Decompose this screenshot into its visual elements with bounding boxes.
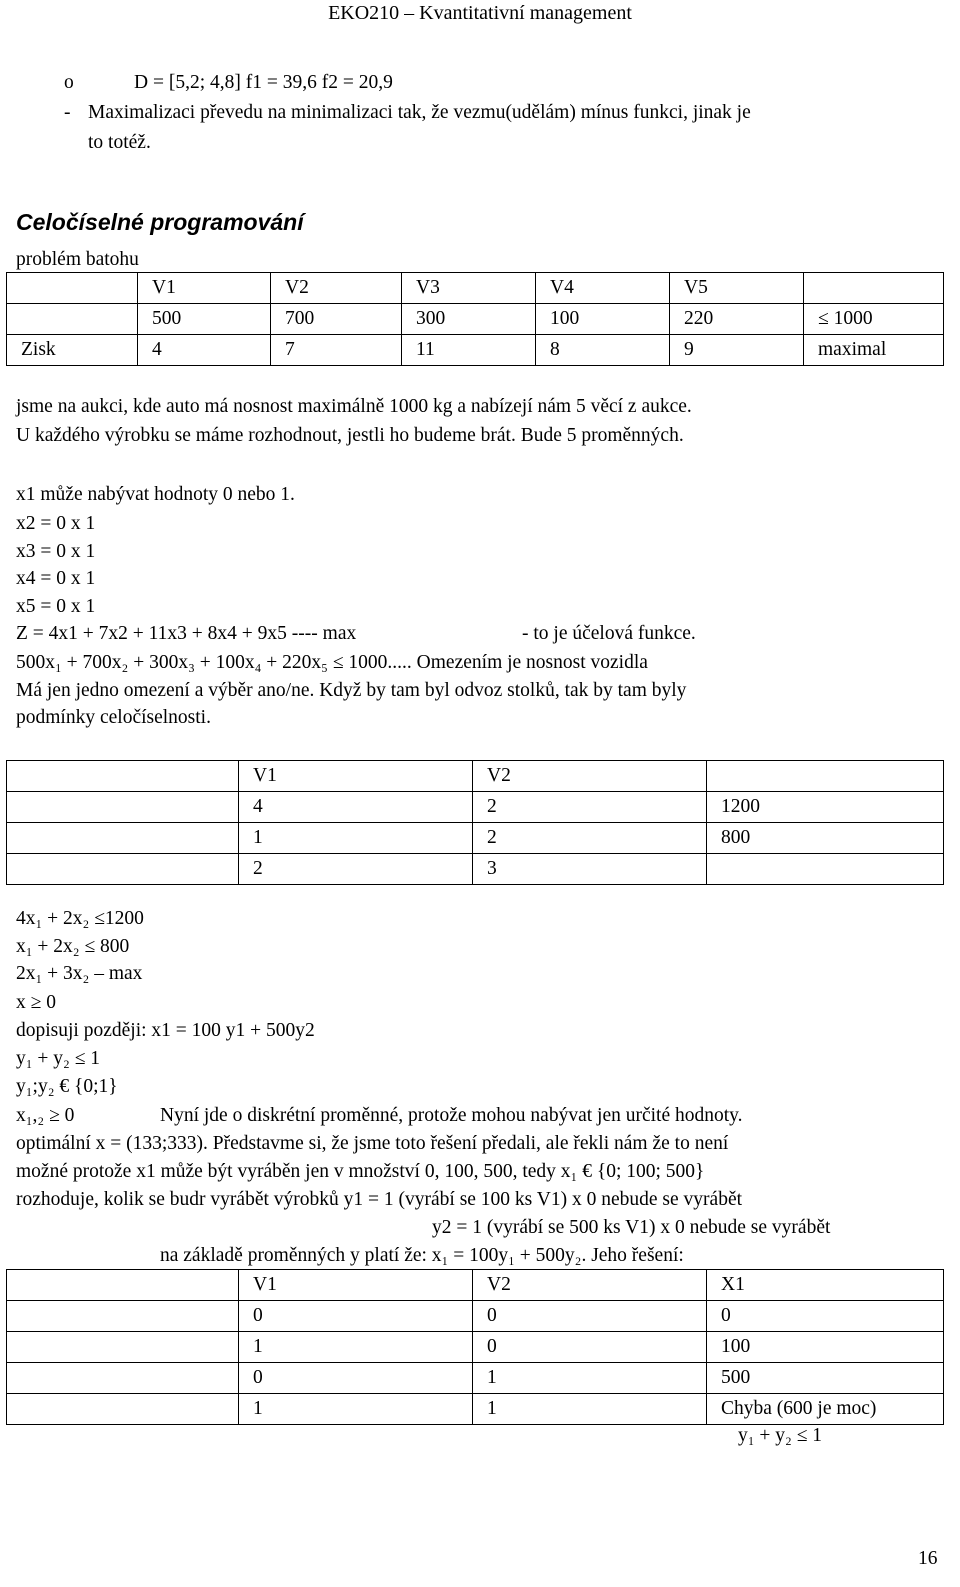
table-cell: 300 xyxy=(402,304,536,335)
table-cell: 100 xyxy=(707,1332,944,1363)
table-cell xyxy=(7,1394,239,1425)
table-cell xyxy=(707,761,944,792)
table-cell: 11 xyxy=(402,335,536,366)
table-row xyxy=(7,1363,944,1394)
table-row xyxy=(7,1270,944,1301)
table-cell: 1 xyxy=(473,1363,707,1394)
table-cell xyxy=(7,823,239,854)
bullet-marker: o xyxy=(64,72,74,93)
table-cell: ≤ 1000 xyxy=(804,304,944,335)
dash-text-line1: Maximalizaci převedu na minimalizaci tak, že vezmu(udělám) mínus funkci, jinak je xyxy=(88,102,751,123)
table-cell: V1 xyxy=(138,273,271,304)
table-cell: V5 xyxy=(670,273,804,304)
dash-text-line2: to totéž. xyxy=(88,132,151,153)
table-cell: V2 xyxy=(271,273,402,304)
table-cell: 800 xyxy=(707,823,944,854)
table-cell: 0 xyxy=(473,1332,707,1363)
table-row xyxy=(7,273,944,304)
x12-nonneg: x₁,₂ ≥ 0 xyxy=(16,1105,75,1126)
table-row xyxy=(7,1394,944,1425)
objective-function: Z = 4x1 + 7x2 + 11x3 + 8x4 + 9x5 ---- max xyxy=(16,623,357,644)
table-cell xyxy=(7,273,138,304)
table-cell: V2 xyxy=(473,761,707,792)
dash-marker: - xyxy=(64,102,71,123)
page-number: 16 xyxy=(918,1548,938,1569)
table-cell xyxy=(7,1363,239,1394)
table-cell: V3 xyxy=(402,273,536,304)
table-cell: V4 xyxy=(536,273,670,304)
table-cell xyxy=(7,304,138,335)
var-x4: x4 = 0 x 1 xyxy=(16,568,96,589)
bullet-text: D = [5,2; 4,8] f1 = 39,6 f2 = 20,9 xyxy=(134,72,393,93)
solution-table xyxy=(6,1269,944,1425)
optimal-line3: rozhoduje, kolik se budr vyrábět výrobků y1 = 1 (vyrábí se 100 ks V1) x 0 nebude se vyrábět xyxy=(16,1189,743,1210)
table-cell: 1 xyxy=(239,1332,473,1363)
table-cell: V1 xyxy=(239,761,473,792)
capacity-constraint: 500x₁ + 700x₂ + 300x₃ + 100x₄ + 220x₅ ≤ 1000..... Omezením je nosnost vozidla xyxy=(16,652,648,673)
table-cell: 2 xyxy=(239,854,473,885)
table-cell: 4 xyxy=(239,792,473,823)
table-cell: 2 xyxy=(473,823,707,854)
table-cell: maximal xyxy=(804,335,944,366)
table-cell: 1200 xyxy=(707,792,944,823)
table-cell: 3 xyxy=(473,854,707,885)
objective-max: 2x₁ + 3x₂ – max xyxy=(16,963,143,984)
table-cell xyxy=(804,273,944,304)
table-row xyxy=(7,761,944,792)
table-cell: 1 xyxy=(473,1394,707,1425)
table-cell: 2 xyxy=(473,792,707,823)
table-cell xyxy=(707,854,944,885)
note-line2: podmínky celočíselnosti. xyxy=(16,707,211,728)
var-x2: x2 = 0 x 1 xyxy=(16,513,96,534)
table-cell: Zisk xyxy=(7,335,138,366)
table-row xyxy=(7,792,944,823)
table-cell: 0 xyxy=(707,1301,944,1332)
table-cell: 500 xyxy=(138,304,271,335)
y-domain: y₁;y₂ € {0;1} xyxy=(16,1076,118,1097)
table-cell: 1 xyxy=(239,1394,473,1425)
discrete-note: Nyní jde o diskrétní proměnné, protože mohou nabývat jen určité hodnoty. xyxy=(160,1105,743,1126)
table-cell: 7 xyxy=(271,335,402,366)
nonnegativity: x ≥ 0 xyxy=(16,992,56,1013)
table-cell xyxy=(7,1301,239,1332)
table-row xyxy=(7,823,944,854)
var-x3: x3 = 0 x 1 xyxy=(16,541,96,562)
table-cell: 8 xyxy=(536,335,670,366)
optimal-line1: optimální x = (133;333). Představme si, že jsme toto řešení předali, ale řekli nám že to není xyxy=(16,1133,729,1154)
table-row xyxy=(7,304,944,335)
table-cell: V1 xyxy=(239,1270,473,1301)
table-cell: 9 xyxy=(670,335,804,366)
table-cell: 500 xyxy=(707,1363,944,1394)
auction-text-line2: U každého výrobku se máme rozhodnout, jestli ho budeme brát. Bude 5 proměnných. xyxy=(16,425,684,446)
table-cell: Chyba (600 je moc) xyxy=(707,1394,944,1425)
auction-text-line1: jsme na aukci, kde auto má nosnost maximálně 1000 kg a nabízejí nám 5 věcí z aukce. xyxy=(16,396,692,417)
section-subtitle: problém batohu xyxy=(16,249,139,270)
table-cell: 4 xyxy=(138,335,271,366)
lp-table xyxy=(6,760,944,885)
table-cell: 0 xyxy=(239,1363,473,1394)
objective-note: - to je účelová funkce. xyxy=(522,623,696,644)
table-cell: 700 xyxy=(271,304,402,335)
later-note: dopisuji později: x1 = 100 y1 + 500y2 xyxy=(16,1020,315,1041)
table-row xyxy=(7,854,944,885)
table-row xyxy=(7,1301,944,1332)
optimal-line4: y2 = 1 (vyrábí se 500 ks V1) x 0 nebude se vyrábět xyxy=(432,1217,831,1238)
table-cell xyxy=(7,761,239,792)
table-footer-constraint: y₁ + y₂ ≤ 1 xyxy=(738,1425,823,1446)
page-header: EKO210 – Kvantitativní management xyxy=(328,2,632,24)
table-cell xyxy=(7,854,239,885)
table-row xyxy=(7,1332,944,1363)
table-cell xyxy=(7,1270,239,1301)
table-cell xyxy=(7,792,239,823)
constraint-2: x₁ + 2x₂ ≤ 800 xyxy=(16,936,130,957)
table-cell xyxy=(7,1332,239,1363)
table-cell: 0 xyxy=(239,1301,473,1332)
var-x5: x5 = 0 x 1 xyxy=(16,596,96,617)
optimal-line5: na základě proměnných y platí že: x₁ = 100y₁ + 500y₂. Jeho řešení: xyxy=(160,1245,684,1266)
table-cell: 220 xyxy=(670,304,804,335)
table-cell: 0 xyxy=(473,1301,707,1332)
table-row xyxy=(7,335,944,366)
constraint-1: 4x₁ + 2x₂ ≤1200 xyxy=(16,908,144,929)
table-cell: 1 xyxy=(239,823,473,854)
var-x1: x1 může nabývat hodnoty 0 nebo 1. xyxy=(16,484,295,505)
note-line1: Má jen jedno omezení a výběr ano/ne. Když by tam byl odvoz stolků, tak by tam byly xyxy=(16,680,687,701)
knapsack-table xyxy=(6,272,944,366)
section-heading: Celočíselné programování xyxy=(16,209,304,235)
table-cell: 100 xyxy=(536,304,670,335)
table-cell: V2 xyxy=(473,1270,707,1301)
optimal-line2: možné protože x1 může být vyráběn jen v množství 0, 100, 500, tedy x₁ € {0; 100; 500} xyxy=(16,1161,705,1182)
table-cell: X1 xyxy=(707,1270,944,1301)
y-sum-constraint: y₁ + y₂ ≤ 1 xyxy=(16,1048,101,1069)
